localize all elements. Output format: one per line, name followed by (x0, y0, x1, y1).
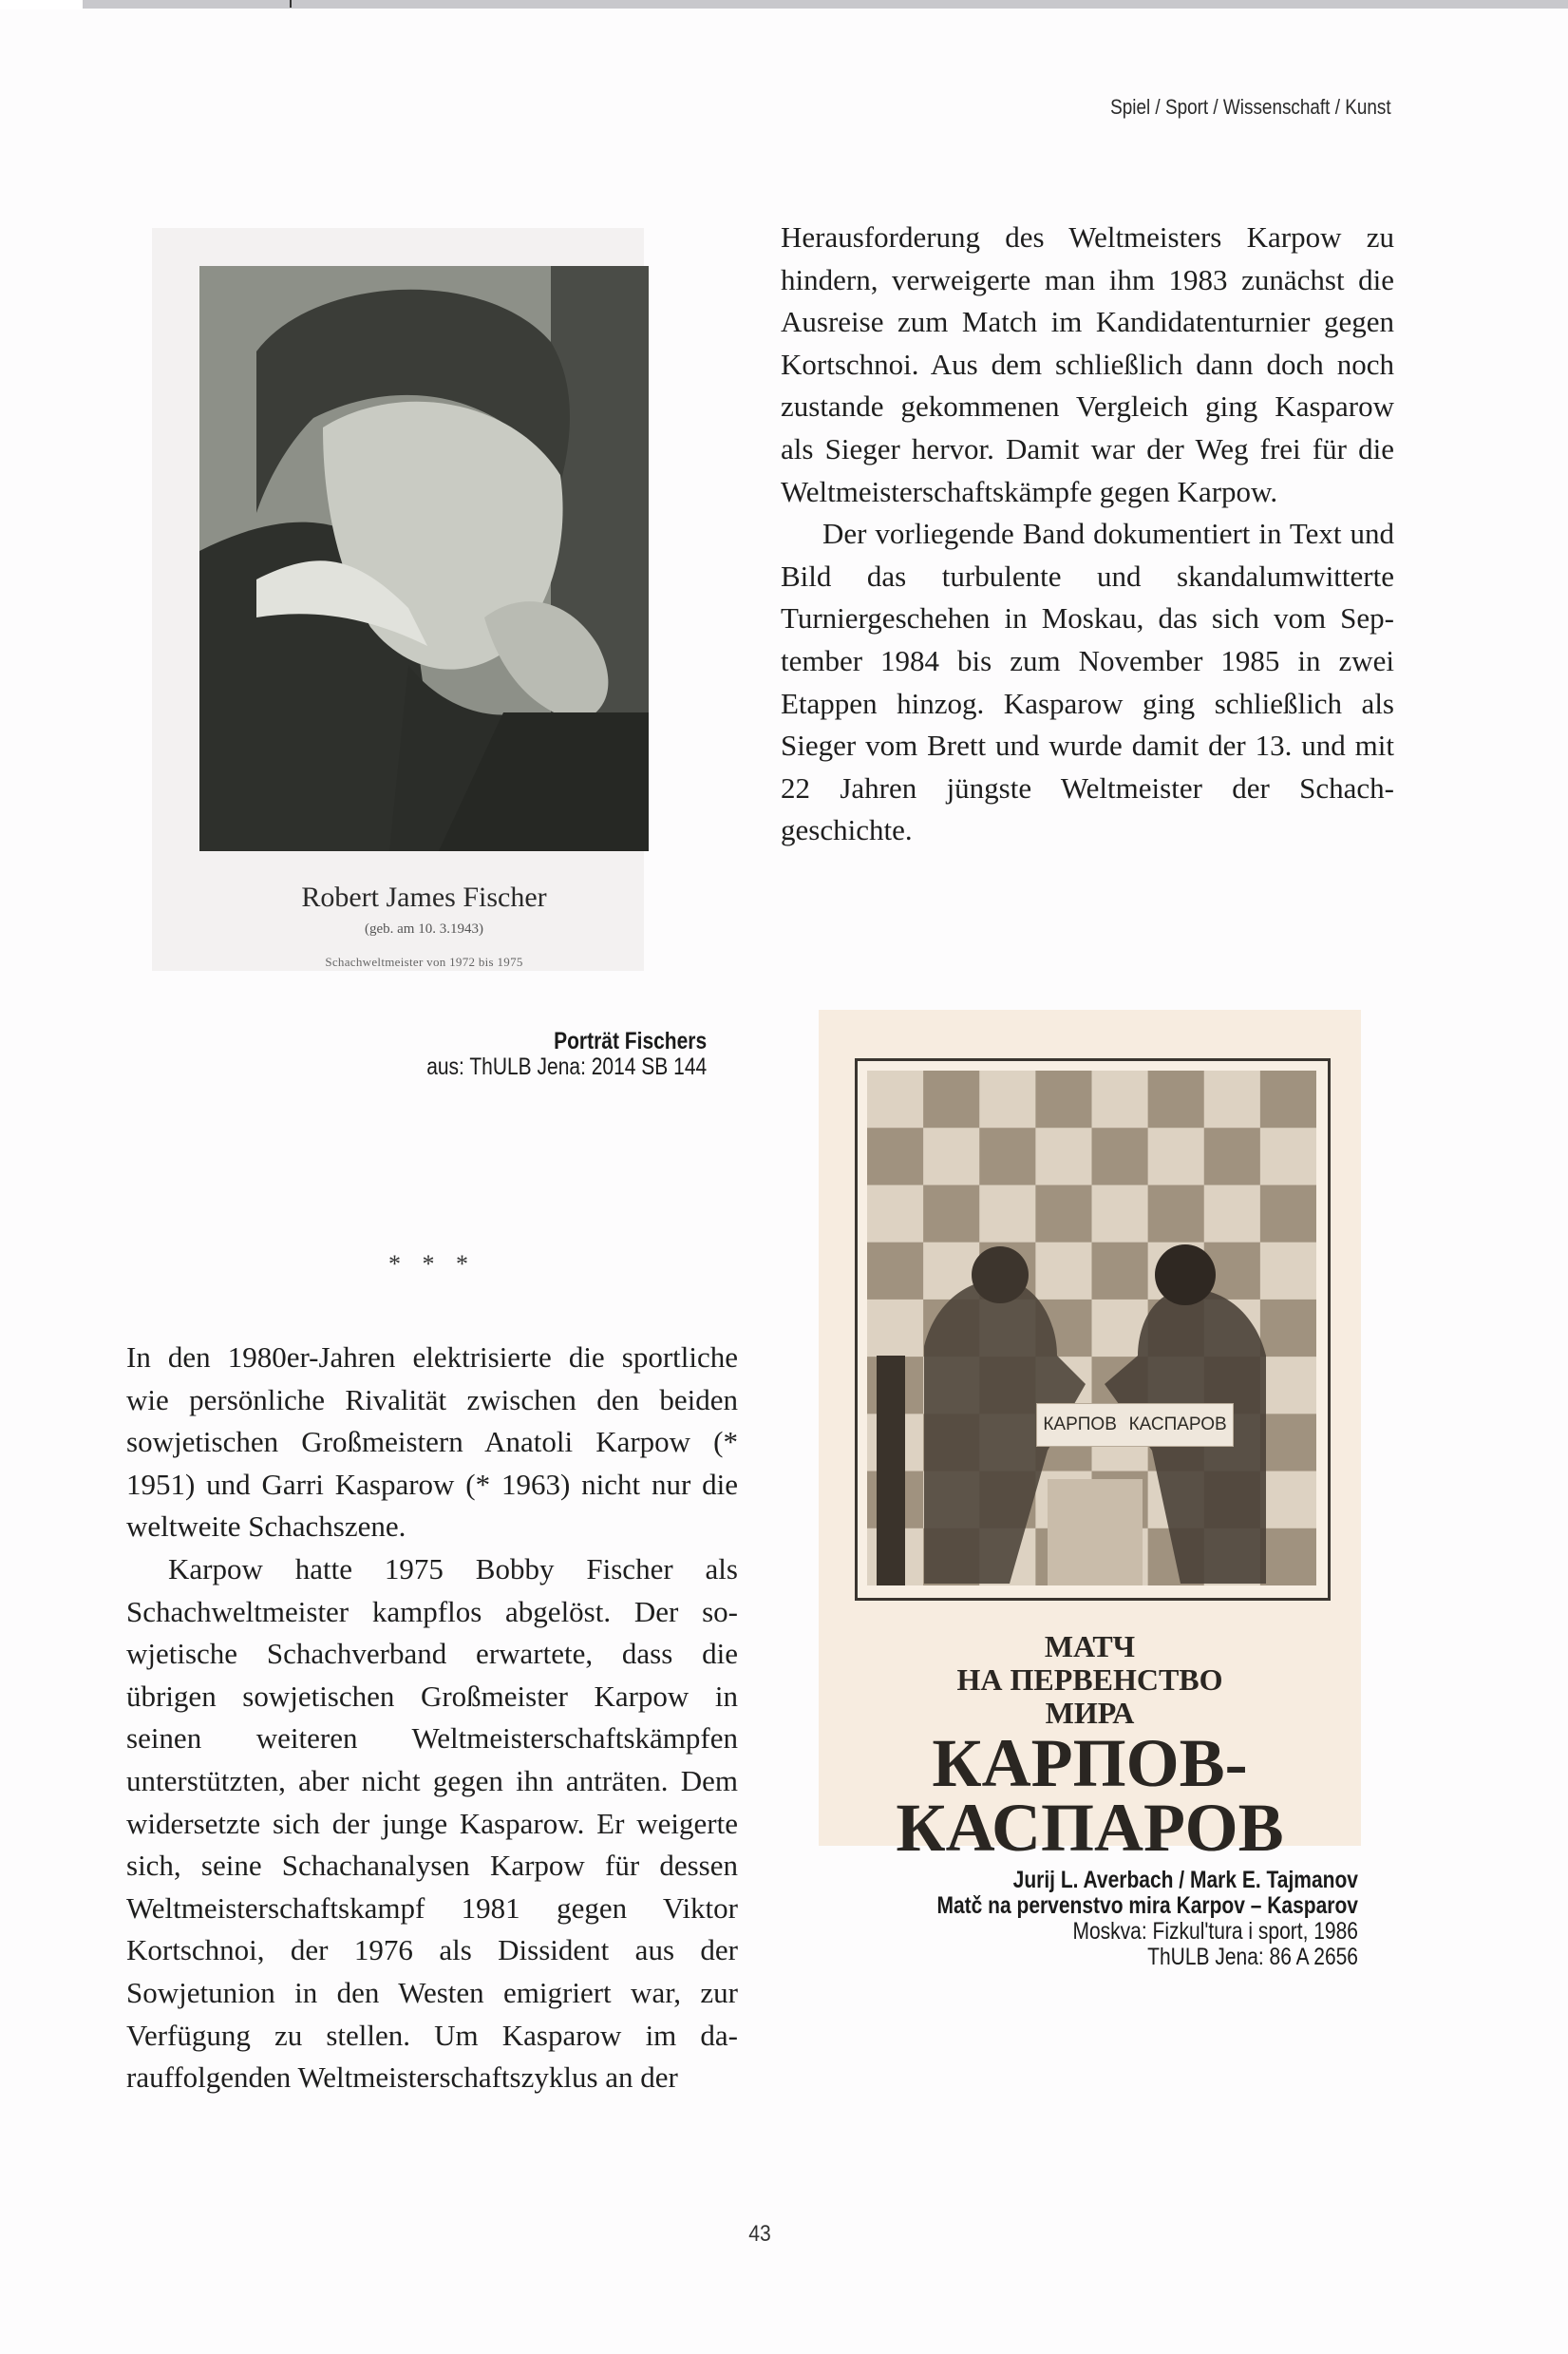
book-title-karpov: КАРПОВ- (932, 1725, 1248, 1801)
scan-shadow (83, 0, 1568, 9)
fischer-photo (199, 266, 649, 851)
book-title-kasparov: КАСПАРОВ (896, 1790, 1284, 1866)
checker-square (923, 1071, 980, 1129)
checkerboard-backdrop (867, 1071, 1316, 1585)
checker-square (867, 1300, 924, 1357)
caption-fischer-title: Porträt Fischers (553, 1028, 707, 1054)
name-plate-kasparov: КАСПАРОВ (1128, 1414, 1227, 1434)
checker-square (1035, 1128, 1092, 1186)
checker-square (1092, 1243, 1149, 1300)
checker-square (1204, 1185, 1261, 1243)
checker-square (1260, 1414, 1316, 1471)
book-cover (819, 1010, 1361, 1866)
checker-square (1148, 1185, 1205, 1243)
paragraph: In den 1980er-Jahren elektrisierte die sportliche wie persönliche Rivalität zwischen den beiden sowjetischen Großmeistern Anatoli Karpow (* 1951) und Garri Kasparow (* 1963) nicht nur die weltweite Schachszene. (126, 1340, 738, 1544)
checker-square (867, 1185, 924, 1243)
checker-square (979, 1071, 1036, 1129)
paragraph: Herausforderung des Weltmeisters Karpow zu hindern, verweigerte man ihm 1983 zunächst die Ausreise zum Match im Kandidatenturnier gegen Kortschnoi. Aus dem schließlich dann doch noch zustande gekommenen Vergleich ging Kasparow als Sieger hervor. Damit war der Weg frei für die Weltmeisterschaftskämpfe gegen Karpow. (781, 220, 1394, 508)
checker-square (1260, 1471, 1316, 1529)
caption-fischer (426, 1029, 707, 1080)
checker-square (1260, 1357, 1316, 1414)
checker-square (979, 1185, 1036, 1243)
running-head: Spiel / Sport / Wissenschaft / Kunst (1110, 95, 1391, 119)
checker-square (867, 1071, 924, 1129)
checker-square (1092, 1128, 1149, 1186)
checker-square (979, 1128, 1036, 1186)
book-title-line: МИРА (1045, 1696, 1135, 1730)
checker-square (1035, 1071, 1092, 1129)
fischer-portrait-card (152, 228, 644, 971)
book-cover-photo (867, 1071, 1316, 1585)
checker-square (1204, 1071, 1261, 1129)
checker-square (1260, 1243, 1316, 1300)
checker-square (867, 1128, 924, 1186)
right-column-text (781, 217, 1394, 852)
checker-square (1035, 1185, 1092, 1243)
caption-book (936, 1868, 1358, 1970)
fischer-photo-illustration (199, 266, 649, 851)
book-title-line: МАТЧ (1044, 1629, 1136, 1663)
caption-book-title: Matč na pervenstvo mira Karpov – Kasparov (936, 1892, 1358, 1919)
paragraph: Karpow hatte 1975 Bobby Fischer als Schachweltmeister kampflos abgelöst. Der so-wjetische Schachverband erwartete, dass die übrigen sowjetischen Großmeister Karpow in seinen weiteren Weltmeisterschaftskämpfen unterstützten, aber nicht gegen ihn anträten. Dem widersetzte sich der junge Kasparow. Er weigerte sich, seine Schachanalysen Karpow für dessen Weltmeisterschaftskampf 1981 gegen Viktor Kortschnoi, der 1976 als Dissident aus der Sowjetunion in den Westen emigriert war, zur Verfügung zu stellen. Um Kasparow im da-rauffolgenden Weltmeisterschaftszyklus an der (126, 1551, 738, 2095)
checker-square (1035, 1243, 1092, 1300)
caption-book-shelfmark: ThULB Jena: 86 A 2656 (1147, 1944, 1358, 1970)
checker-square (1260, 1300, 1316, 1357)
checker-square (1260, 1071, 1316, 1129)
page-number: 43 (748, 2221, 771, 2247)
card-title: Schachweltmeister von 1972 bis 1975 (325, 955, 523, 969)
checker-square (1260, 1185, 1316, 1243)
checker-square (1204, 1128, 1261, 1186)
card-name: Robert James Fischer (301, 882, 547, 913)
scan-mark (290, 0, 292, 8)
left-column-text (126, 1337, 738, 2099)
checker-square (923, 1128, 980, 1186)
checker-square (1148, 1071, 1205, 1129)
checker-square (1092, 1185, 1149, 1243)
caption-fischer-source: aus: ThULB Jena: 2014 SB 144 (426, 1054, 707, 1080)
caption-book-authors: Jurij L. Averbach / Mark E. Tajmanov (1012, 1867, 1358, 1893)
scan-top-edge (0, 0, 1568, 9)
checker-square (1148, 1128, 1205, 1186)
checker-square (867, 1243, 924, 1300)
checker-square (1260, 1528, 1316, 1585)
checker-square (1092, 1071, 1149, 1129)
name-plate-karpov: КАРПОВ (1043, 1414, 1117, 1434)
checker-square (1260, 1128, 1316, 1186)
checker-square (923, 1185, 980, 1243)
caption-book-publisher: Moskva: Fizkul'tura i sport, 1986 (1072, 1918, 1358, 1945)
paragraph: Der vorliegende Band dokumentiert in Text und Bild das turbulente und skandalumwitterte Turniergeschehen in Moskau, das sich vom Sep-tember 1984 bis zum November 1985 in zwei Etappen hinzog. Kasparow ging schließlich als Sieger vom Brett und wurde damit der 13. und mit 22 Jahren jüngste Weltmeister der Schach-geschichte. (781, 517, 1394, 847)
section-separator: * * * (388, 1250, 476, 1278)
name-plate (1036, 1403, 1234, 1447)
book-title-line: НА ПЕРВЕНСТВО (956, 1662, 1223, 1697)
card-birthdate: (geb. am 10. 3.1943) (365, 921, 483, 937)
book-cover-frame (855, 1058, 1331, 1601)
